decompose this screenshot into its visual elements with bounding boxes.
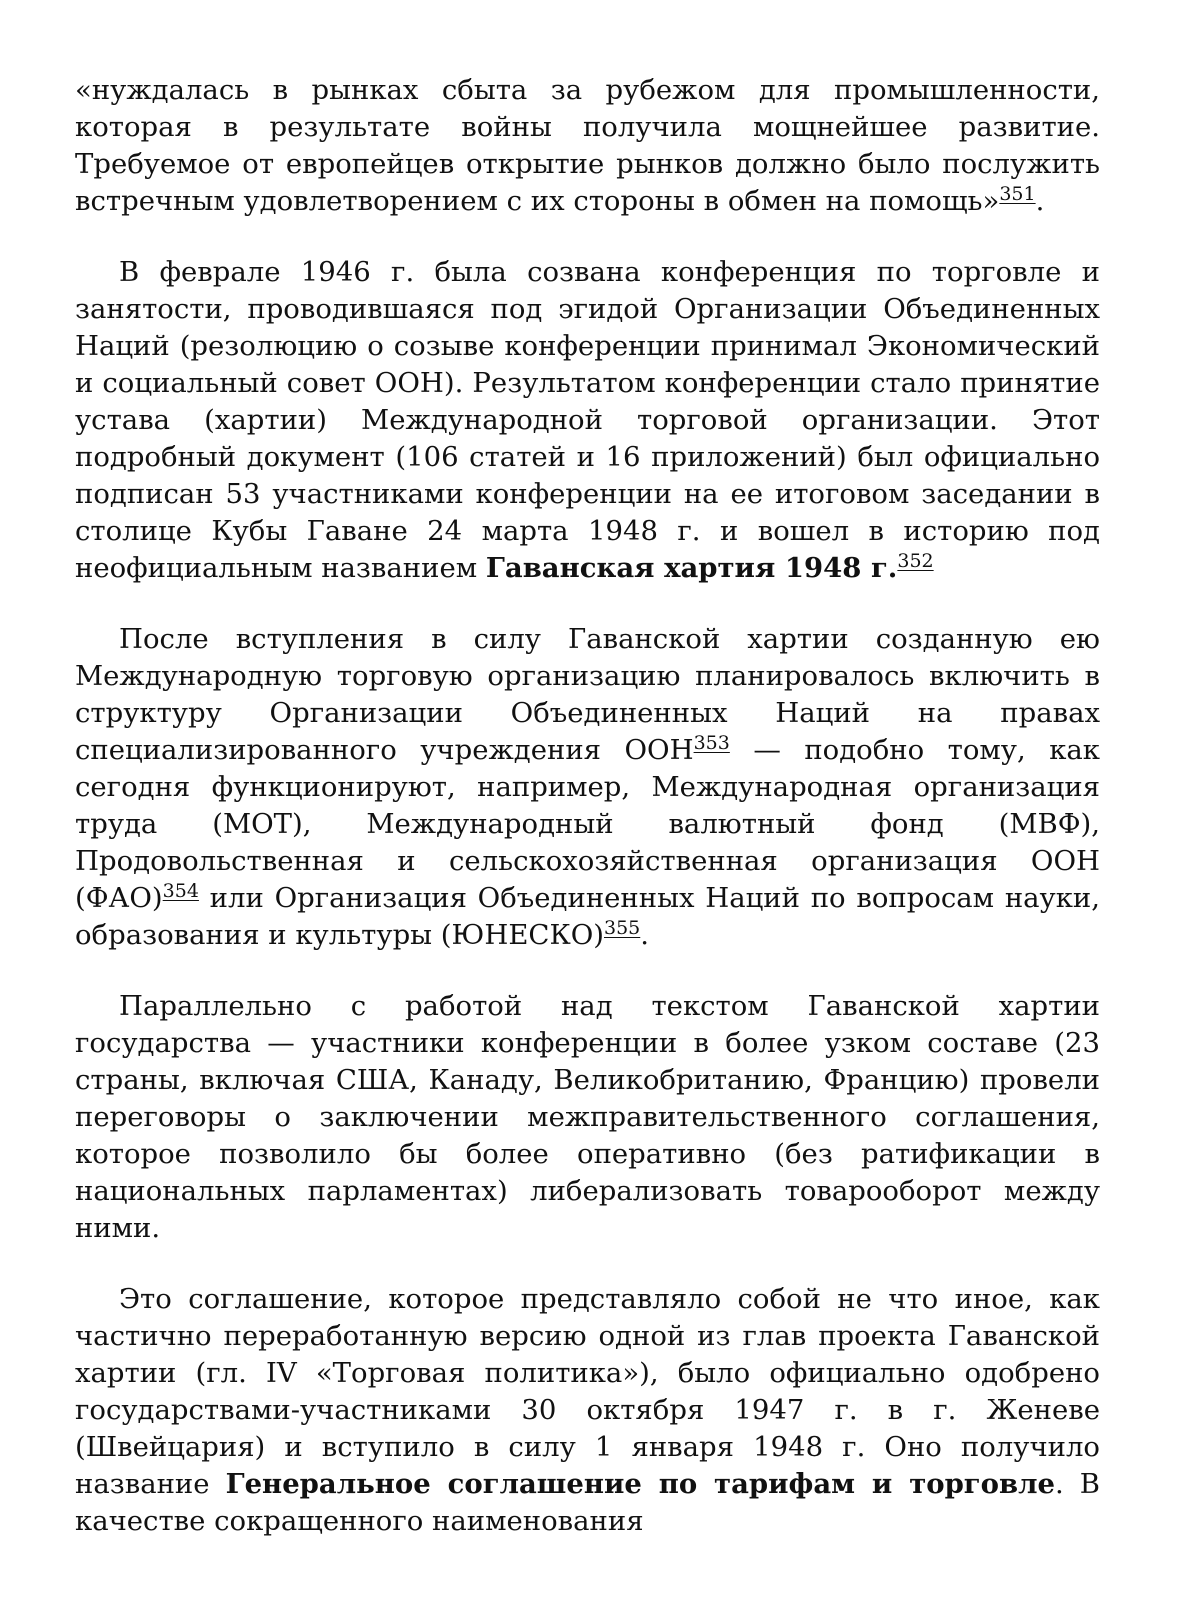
footnote-ref-351[interactable]: 351 <box>999 183 1036 205</box>
paragraph-text: В феврале 1946 г. была созвана конференция по торговле и занятости, проводившаяся под эгидой Организации Объединенных Наций (резолюцию о созыве конференции принимал Экономический и социальный совет ООН). Результатом конференции стало принятие устава (хартии) Международной торговой организации. Этот подробный документ (106 статей и 16 приложений) был официально подписан 53 участниками конференции на ее итоговом заседании в столице Кубы Гаване 24 марта 1948 г. и вошел в историю под неофициальным названием <box>75 256 1100 584</box>
paragraph-text: «нуждалась в рынках сбыта за рубежом для промышленности, которая в результате войны получила мощнейшее развитие. Требуемое от европейцев открытие рынков должно было послужить встречным удовлетворением с их стороны в обмен на помощь» <box>75 74 1100 217</box>
paragraph-text: или Организация Объединенных Наций по вопросам науки, образования и культуры (ЮНЕСКО) <box>75 882 1100 951</box>
paragraph-text: Это соглашение, которое представляло собой не что иное, как частично переработанную версию одной из глав проекта Гаванской хартии (гл. IV «Торговая политика»), было официально одобрено государствами-участниками 30 октября 1947 г. в г. Женеве (Швейцария) и вступило в силу 1 января 1948 г. Оно получило название <box>75 1283 1100 1500</box>
footnote-ref-355[interactable]: 355 <box>604 917 641 939</box>
document-page <box>75 72 1100 1574</box>
paragraph-5 <box>75 1281 1100 1540</box>
paragraph-text: — подобно тому, как сегодня функционируют, например, Международная организация труда (МОТ), Международный валютный фонд (МВФ), Продовольственная и сельскохозяйственная организация ООН (ФАО) <box>75 734 1100 914</box>
paragraph-3 <box>75 621 1100 954</box>
footnote-ref-352[interactable]: 352 <box>897 550 934 572</box>
bold-term-gatt: Генеральное соглашение по тарифам и торговле <box>225 1468 1055 1500</box>
paragraph-text: После вступления в силу Гаванской хартии созданную ею Международную торговую организацию планировалось включить в структуру Организации Объединенных Наций на правах специализированного учреждения ООН <box>75 623 1100 766</box>
paragraph-1 <box>75 72 1100 220</box>
paragraph-2 <box>75 254 1100 587</box>
paragraph-text: . <box>640 919 650 951</box>
paragraph-text: . <box>1035 185 1045 217</box>
paragraph-4 <box>75 988 1100 1247</box>
footnote-ref-354[interactable]: 354 <box>162 880 199 902</box>
paragraph-text: . В качестве сокращенного наименования <box>75 1468 1100 1537</box>
paragraph-text: Параллельно с работой над текстом Гаванской хартии государства — участники конференции в более узком составе (23 страны, включая США, Канаду, Великобританию, Францию) провели переговоры о заключении межправительственного соглашения, которое позволило бы более оперативно (без ратификации в национальных парламентах) либерализовать товарооборот между ними. <box>75 990 1100 1244</box>
footnote-ref-353[interactable]: 353 <box>693 732 730 754</box>
bold-term-havana-charter: Гаванская хартия 1948 г. <box>485 552 898 584</box>
